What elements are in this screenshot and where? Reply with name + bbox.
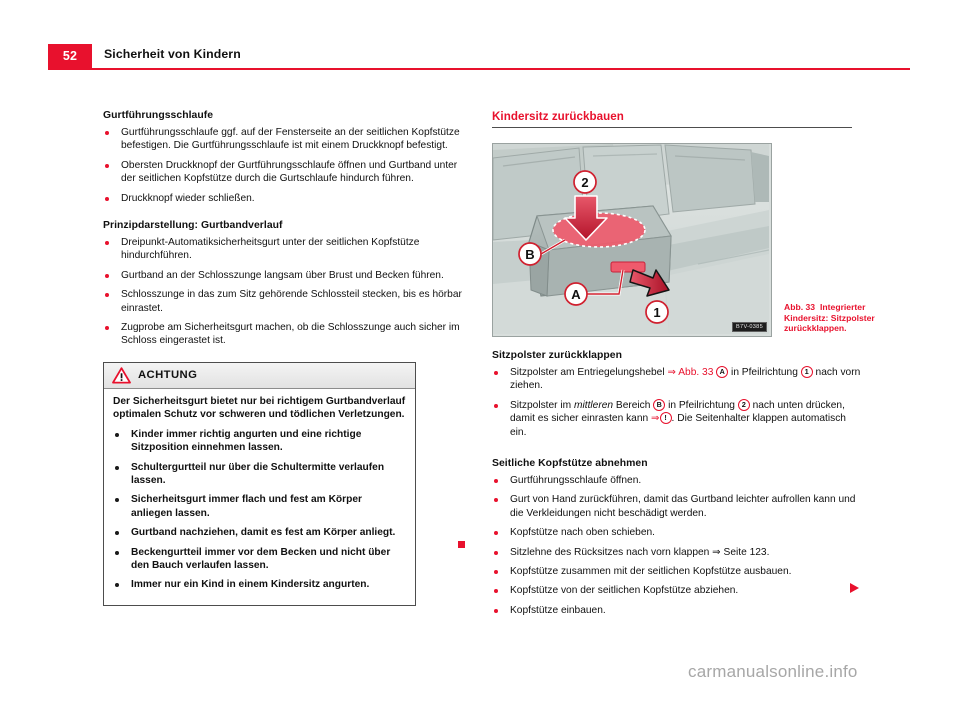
list-item: Gurtband nachziehen, damit es fest am Körper anliegt. xyxy=(113,526,406,539)
list-prinzipdarstellung xyxy=(103,236,473,348)
list-item xyxy=(492,366,862,393)
section-heading-kindersitz-zurueckbauen: Kindersitz zurückbauen xyxy=(492,110,624,123)
list-item: Immer nur ein Kind in einem Kindersitz angurten. xyxy=(113,578,406,591)
warning-lead-text: Der Sicherheitsgurt bietet nur bei richtigem Gurtbandverlauf optimalen Schutz vor schweren und tödlichen Verletzungen. xyxy=(113,395,406,421)
list-item: Sicherheitsgurt immer flach und fest am Körper anliegen lassen. xyxy=(113,493,406,520)
svg-text:1: 1 xyxy=(653,305,661,320)
list-item: Kopfstütze nach oben schieben. xyxy=(492,526,862,539)
spacer xyxy=(492,445,862,458)
right-column-body xyxy=(492,350,862,623)
watermark: carmanualsonline.info xyxy=(688,662,858,681)
warning-list xyxy=(113,428,406,592)
callout-ref-1: 1 xyxy=(801,366,813,378)
section-end-marker xyxy=(458,541,465,548)
list-item: Gurt von Hand zurückführen, damit das Gurtband leichter aufrollen kann und die Verkleidungen nicht beschädigt werden. xyxy=(492,493,862,520)
section-divider xyxy=(492,127,852,128)
callout-B xyxy=(519,243,541,265)
warning-box-body xyxy=(104,389,415,605)
list-item: Kinder immer richtig angurten und eine richtige Sitzposition einnehmen lassen. xyxy=(113,428,406,455)
heading-gurtfuehrungsschlaufe: Gurtführungsschlaufe xyxy=(103,110,214,121)
list-item: Sitzlehne des Rücksitzes nach vorn klappen ⇒ Seite 123. xyxy=(492,546,862,559)
svg-text:B: B xyxy=(525,247,535,262)
warning-box xyxy=(103,362,416,606)
figure-caption-text: Integrierter Kindersitz: Sitzpolster zurückklappen. xyxy=(784,302,875,334)
page-number: 52 xyxy=(48,44,92,68)
list-item: Gurtband an der Schlosszunge langsam über Brust und Becken führen. xyxy=(103,269,473,282)
text-part: in Pfeilrichtung xyxy=(665,399,738,411)
text-part: nach vorn ziehen. xyxy=(510,367,861,392)
figure-kindersitz xyxy=(492,143,772,337)
text-part: Bereich xyxy=(613,399,654,411)
cross-reference[interactable]: ⇒ Abb. 33 xyxy=(667,367,714,378)
heading-sitzpolster-zurueckklappen: Sitzpolster zurückklappen xyxy=(492,350,623,361)
warning-box-header xyxy=(104,363,415,389)
list-item: Dreipunkt-Automatiksicherheitsgurt unter der seitlichen Kopfstütze hindurchführen. xyxy=(103,236,473,263)
page-header xyxy=(0,44,960,70)
list-item: Kopfstütze einbauen. xyxy=(492,604,862,617)
svg-text:2: 2 xyxy=(581,175,589,190)
figure-image xyxy=(492,143,772,337)
text-part: Sitzpolster am Entriegelungshebel xyxy=(510,367,668,378)
caution-ref-icon: ! xyxy=(660,412,672,424)
list-item: Kopfstütze zusammen mit der seitlichen Kopfstütze ausbauen. xyxy=(492,565,862,578)
rear-seat-illustration xyxy=(493,144,769,334)
svg-text:A: A xyxy=(571,287,581,302)
list-item: Beckengurtteil immer vor dem Becken und nicht über den Bauch verlaufen lassen. xyxy=(113,546,406,573)
warning-box-title: ACHTUNG xyxy=(138,369,198,382)
text-part: . Die Seitenhalter klappen automatisch ein. xyxy=(510,413,846,438)
list-item: Kopfstütze von der seitlichen Kopfstütze abziehen. xyxy=(492,584,862,597)
list-item xyxy=(492,399,862,439)
header-divider xyxy=(48,68,910,70)
callout-2 xyxy=(574,171,596,193)
callout-ref-2: 2 xyxy=(738,399,750,411)
heading-prinzipdarstellung: Prinzipdarstellung: Gurtbandverlauf xyxy=(103,220,283,232)
left-column xyxy=(103,110,473,606)
list-sitzpolster xyxy=(492,366,862,439)
text-part: nach unten drücken, damit es sicher einrasten kann xyxy=(510,399,845,425)
text-part: in Pfeilrichtung xyxy=(728,367,801,378)
right-column xyxy=(492,110,862,128)
spacer xyxy=(103,211,473,220)
list-item: Obersten Druckknopf der Gurtführungsschlaufe öffnen und Gurtband unter der seitlichen Kopfstütze durch die Gurtschlaufe hindurch führen. xyxy=(103,159,473,186)
list-item: Gurtführungsschlaufe öffnen. xyxy=(492,474,862,487)
list-item: Schultergurtteil nur über die Schultermitte verlaufen lassen. xyxy=(113,461,406,488)
warning-triangle-icon xyxy=(112,367,131,384)
figure-image-code: B7V-0385 xyxy=(732,322,767,332)
callout-ref-b: B xyxy=(653,399,665,411)
text-part: Sitzpolster im xyxy=(510,399,574,411)
cross-reference-arrow[interactable]: ⇒ xyxy=(651,413,660,425)
callout-A xyxy=(565,283,587,305)
page-title: Sicherheit von Kindern xyxy=(104,47,241,61)
list-kopfstuetze xyxy=(492,474,862,617)
figure-caption xyxy=(784,302,909,334)
callout-1 xyxy=(646,301,668,323)
list-item: Zugprobe am Sicherheitsgurt machen, ob die Schlosszunge auch sicher im Schloss eingerastet ist. xyxy=(103,321,473,348)
continuation-arrow-icon xyxy=(850,583,859,593)
list-item: Druckknopf wieder schließen. xyxy=(103,192,473,205)
list-item: Gurtführungsschlaufe ggf. auf der Fensterseite an der seitlichen Kopfstütze befestigen. Die Gurtführungsschlaufe ist mit einem Druckknopf befestigt. xyxy=(103,126,473,153)
list-gurtfuehrungsschlaufe xyxy=(103,126,473,205)
figure-caption-label: Abb. 33 xyxy=(784,302,816,312)
list-item: Schlosszunge in das zum Sitz gehörende Schlossteil stecken, bis es hörbar einrastet. xyxy=(103,288,473,315)
heading-seitliche-kopfstuetze-abnehmen: Seitliche Kopfstütze abnehmen xyxy=(492,458,648,470)
callout-ref-a: A xyxy=(716,366,728,378)
emphasis-text: mittleren xyxy=(573,399,614,411)
